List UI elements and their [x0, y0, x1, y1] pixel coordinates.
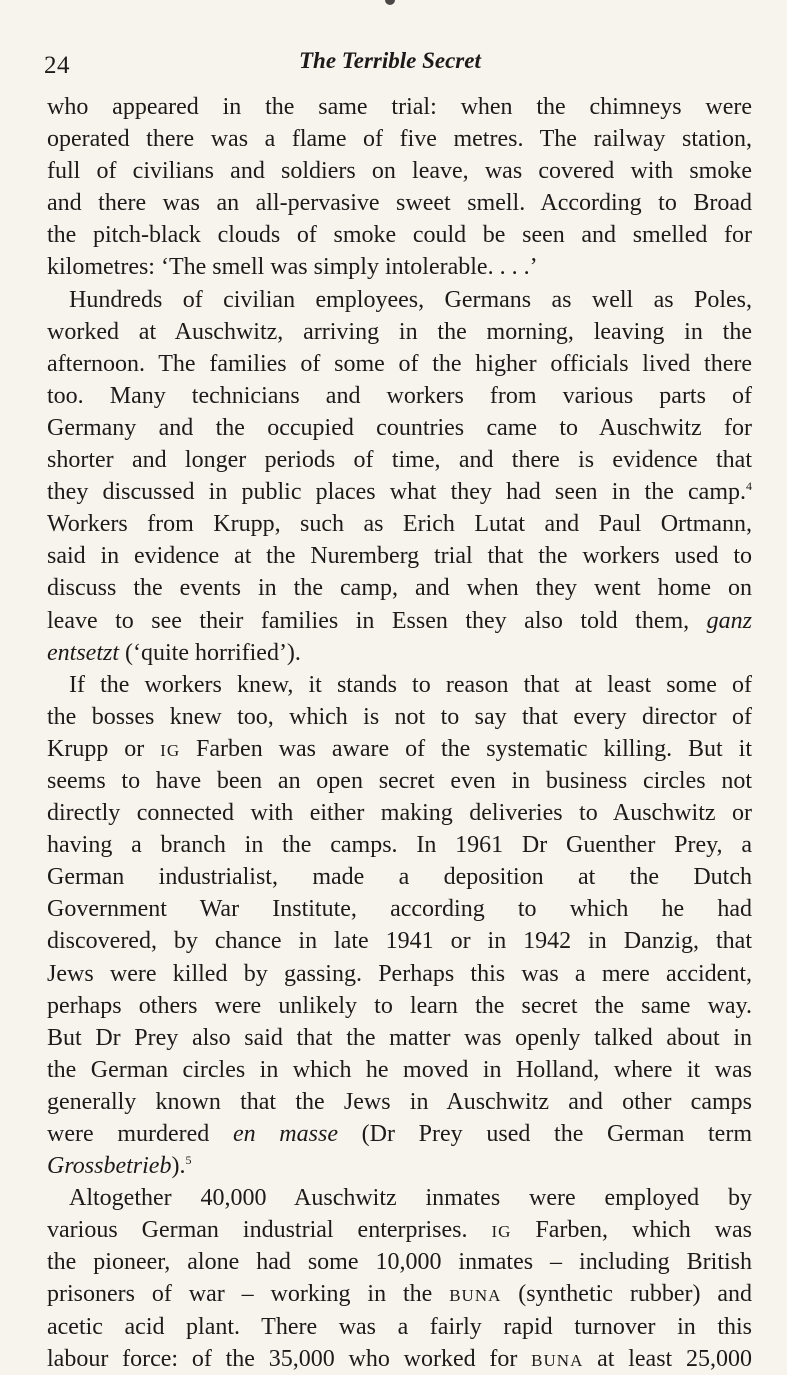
- text-line: having a branch in the camps. In 1961 Dr Guenther Prey, a: [47, 832, 752, 859]
- footnote-ref: 4: [746, 479, 752, 494]
- text-line: Jews were killed by gassing. Perhaps this was a mere accident,: [47, 960, 752, 987]
- text-line: they discussed in public places what they had seen in the camp.$^4$: [47, 479, 752, 506]
- small-caps-term: IG: [160, 740, 181, 760]
- scan-speck: [385, 0, 395, 5]
- text-line: If the workers knew, it stands to reason that at least some of: [69, 671, 752, 698]
- text-line: directly connected with either making deliveries to Auschwitz or: [47, 800, 752, 827]
- text-line: afternoon. The families of some of the higher officials lived there: [47, 350, 752, 377]
- italic-term: en masse: [232, 1121, 338, 1147]
- italic-term: Grossbetrieb: [47, 1153, 172, 1180]
- text-line: acetic acid plant. There was a fairly rapid turnover in this: [47, 1313, 752, 1340]
- text-line: labour force: of the 35,000 who worked for BUNA at least 25,000: [47, 1345, 752, 1372]
- running-title: The Terrible Secret: [299, 48, 481, 73]
- text-line: the pioneer, alone had some 10,000 inmates – including British: [47, 1249, 752, 1276]
- text-line: leave to see their families in Essen they also told them, ganz: [47, 607, 752, 634]
- text-line: Government War Institute, according to which he had: [47, 896, 752, 923]
- text-line: said in evidence at the Nuremberg trial that the workers used to: [47, 543, 752, 570]
- text-line: too. Many technicians and workers from various parts of: [47, 382, 752, 409]
- small-caps-term: BUNA: [531, 1350, 584, 1370]
- text-line: Grossbetrieb).$^5$: [47, 1153, 192, 1180]
- text-line: worked at Auschwitz, arriving in the morning, leaving in the: [47, 318, 752, 345]
- text-line: various German industrial enterprises. IG Farben, which was: [47, 1217, 752, 1244]
- text-line: But Dr Prey also said that the matter was openly talked about in: [47, 1024, 752, 1051]
- text-line: generally known that the Jews in Auschwitz and other camps: [47, 1088, 752, 1115]
- text-line: Workers from Krupp, such as Erich Lutat and Paul Ortmann,: [47, 511, 752, 538]
- text-line: who appeared in the same trial: when the chimneys were: [47, 94, 752, 120]
- text-line: Altogether 40,000 Auschwitz inmates were employed by: [69, 1185, 752, 1212]
- text-line: the German circles in which he moved in Holland, where it was: [47, 1056, 752, 1083]
- text-line: were murdered en masse (Dr Prey used the German term: [47, 1121, 752, 1147]
- text-line: operated there was a flame of five metres. The railway station,: [47, 126, 752, 153]
- text-line: German industrialist, made a deposition at the Dutch: [47, 864, 752, 891]
- small-caps-term: BUNA: [449, 1286, 502, 1306]
- body-text: [47, 91, 752, 1375]
- small-caps-term: IG: [491, 1222, 512, 1242]
- italic-term: ganz: [706, 607, 752, 634]
- text-line: Germany and the occupied countries came to Auschwitz for: [47, 414, 752, 441]
- page-number: 24: [44, 52, 70, 79]
- italic-term: entsetzt: [47, 639, 119, 666]
- text-line: the bosses knew too, which is not to say that every director of: [47, 703, 752, 730]
- text-line: kilometres: ‘The smell was simply intolerable. . . .’: [47, 254, 538, 281]
- text-line: Krupp or IG Farben was aware of the systematic killing. But it: [47, 735, 752, 762]
- text-line: the pitch-black clouds of smoke could be seen and smelled for: [47, 222, 752, 249]
- text-line: and there was an all-pervasive sweet smell. According to Broad: [47, 190, 752, 217]
- text-line: Hundreds of civilian employees, Germans as well as Poles,: [69, 286, 752, 313]
- text-line: shorter and longer periods of time, and there is evidence that: [47, 447, 752, 474]
- footnote-ref: 5: [185, 1153, 192, 1168]
- text-line: seems to have been an open secret even in business circles not: [47, 767, 752, 794]
- text-line: discuss the events in the camp, and when they went home on: [47, 575, 752, 602]
- text-line: full of civilians and soldiers on leave, was covered with smoke: [47, 158, 752, 185]
- page-header: [44, 48, 744, 84]
- text-line: prisoners of war – working in the BUNA (synthetic rubber) and: [47, 1281, 752, 1308]
- text-line: perhaps others were unlikely to learn the secret the same way.: [47, 992, 752, 1019]
- text-line: discovered, by chance in late 1941 or in 1942 in Danzig, that: [47, 928, 752, 955]
- text-line: entsetzt (‘quite horrified’).: [47, 639, 301, 666]
